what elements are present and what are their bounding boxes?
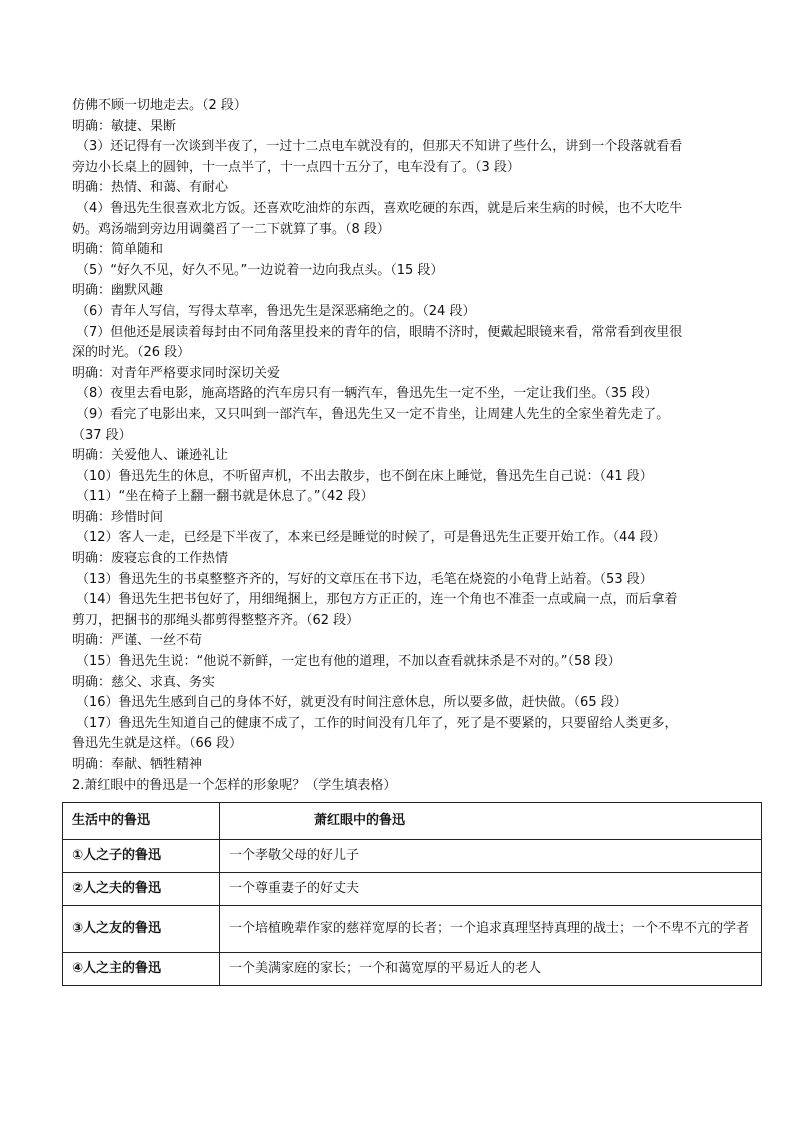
answer-line: 明确：幽默风趣: [72, 283, 164, 299]
text-line: （4）鲁迅先生很喜欢北方饭。还喜欢吃油炸的东西，喜欢吃硬的东西，就是后来生病的时候，也不大吃牛: [76, 200, 683, 216]
text-line: 剪刀，把捆书的那绳头都剪得整整齐齐。（62 段）: [72, 612, 360, 628]
text-line: （10）鲁迅先生的休息，不听留声机，不出去散步，也不倒在床上睡觉，鲁迅先生自己说：（41 段）: [76, 468, 653, 484]
answer-line: 明确：热情、和蔼、有耐心: [72, 180, 229, 196]
table-cell-value: 一个孝敬父母的好儿子: [220, 840, 762, 873]
table-header-row: [63, 803, 762, 840]
text-line: 仿佛不顾一切地走去。（2 段）: [72, 98, 247, 113]
table-cell-value: 一个培植晚辈作家的慈祥宽厚的长者；一个追求真理坚持真理的战士；一个不卑不亢的学者: [220, 906, 762, 953]
text-line: （13）鲁迅先生的书桌整整齐齐的，写好的文章压在书下边，毛笔在烧瓷的小龟背上站着。（53 段）: [76, 571, 653, 587]
answer-line: 明确：简单随和: [72, 242, 164, 258]
table-header-xiaohong: 萧红眼中的鲁迅: [220, 803, 762, 840]
answer-line: 明确：敏捷、果断: [72, 118, 177, 134]
table-cell-label: ②人之夫的鲁迅: [63, 873, 220, 906]
text-line: 深的时光。（26 段）: [72, 345, 191, 361]
text-line: （9）看完了电影出来，又只叫到一部汽车，鲁迅先生又一定不肯坐，让周建人先生的全家坐着先走了。: [76, 406, 670, 422]
text-line: （3）还记得有一次谈到半夜了，一过十二点电车就没有的，但那天不知讲了些什么，讲到一个段落就看看: [76, 139, 683, 155]
text-line: （11）“坐在椅子上翻一翻书就是休息了。”（42 段）: [76, 489, 374, 505]
answer-line: 明确：废寝忘食的工作热情: [72, 551, 229, 567]
answer-line: 明确：严谨、一丝不苟: [72, 633, 203, 649]
text-line: （14）鲁迅先生把书包好了，用细绳捆上，那包方方正正的，连一个角也不准歪一点或扁一点，而后拿着: [76, 592, 678, 608]
text-line: （6）青年人写信，写得太草率，鲁迅先生是深恶痛绝之的。（24 段）: [76, 303, 476, 319]
text-line: （17）鲁迅先生知道自己的健康不成了，工作的时间没有几年了，死了是不要紧的，只要留给人类更多，: [76, 715, 678, 731]
text-line: （12）客人一走，已经是下半夜了，本来已经是睡觉的时候了，可是鲁迅先生正要开始工作。（44 段）: [76, 530, 666, 546]
table-cell-label: ④人之主的鲁迅: [63, 953, 220, 986]
table-row: [63, 873, 762, 906]
text-line: （5）“好久不见，好久不见。”一边说着一边向我点头。（15 段）: [76, 262, 444, 278]
table-row: [63, 906, 762, 953]
answer-line: 明确：关爱他人、谦逊礼让: [72, 448, 229, 464]
answer-line: 明确：奉献、牺牲精神: [72, 757, 203, 772]
text-line: 旁边小长桌上的圆钟，十一点半了，十一点四十五分了，电车没有了。（3 段）: [72, 159, 520, 175]
text-line: 鲁迅先生就是这样。（66 段）: [72, 736, 243, 752]
answer-line: 明确：慈父、求真、务实: [72, 674, 216, 690]
answer-line: 明确：珍惜时间: [72, 509, 164, 525]
table-cell-label: ③人之友的鲁迅: [63, 906, 220, 953]
table-cell-value: 一个尊重妻子的好丈夫: [220, 873, 762, 906]
question-heading: 2.萧红眼中的鲁迅是一个怎样的形象呢？（学生填表格）: [72, 777, 397, 793]
text-line: （7）但他还是展读着每封由不同角落里投来的青年的信，眼睛不济时，便戴起眼镜来看，常常看到夜里很: [76, 324, 683, 340]
table-row: [63, 953, 762, 986]
text-line: （15）鲁迅先生说：“他说不新鲜，一定也有他的道理，不加以查看就抹杀是不对的。”（58 段）: [76, 654, 621, 670]
text-line: 奶。鸡汤端到旁边用调羹舀了一二下就算了事。（8 段）: [72, 221, 390, 237]
table-row: [63, 840, 762, 873]
table-cell-label: ①人之子的鲁迅: [63, 840, 220, 873]
text-line: （8）夜里去看电影，施高塔路的汽车房只有一辆汽车，鲁迅先生一定不坐，一定让我们坐。（35 段）: [76, 386, 658, 402]
text-line: （16）鲁迅先生感到自己的身体不好，就更没有时间注意休息，所以要多做，赶快做。（65 段）: [76, 695, 627, 711]
text-line: （37 段）: [72, 427, 132, 443]
table-cell-value: 一个美满家庭的家长；一个和蔼宽厚的平易近人的老人: [220, 953, 762, 986]
table-header-life: 生活中的鲁迅: [63, 803, 220, 840]
answer-line: 明确：对青年严格要求同时深切关爱: [72, 365, 281, 381]
image-table: [62, 802, 762, 986]
document-body: [72, 96, 732, 796]
